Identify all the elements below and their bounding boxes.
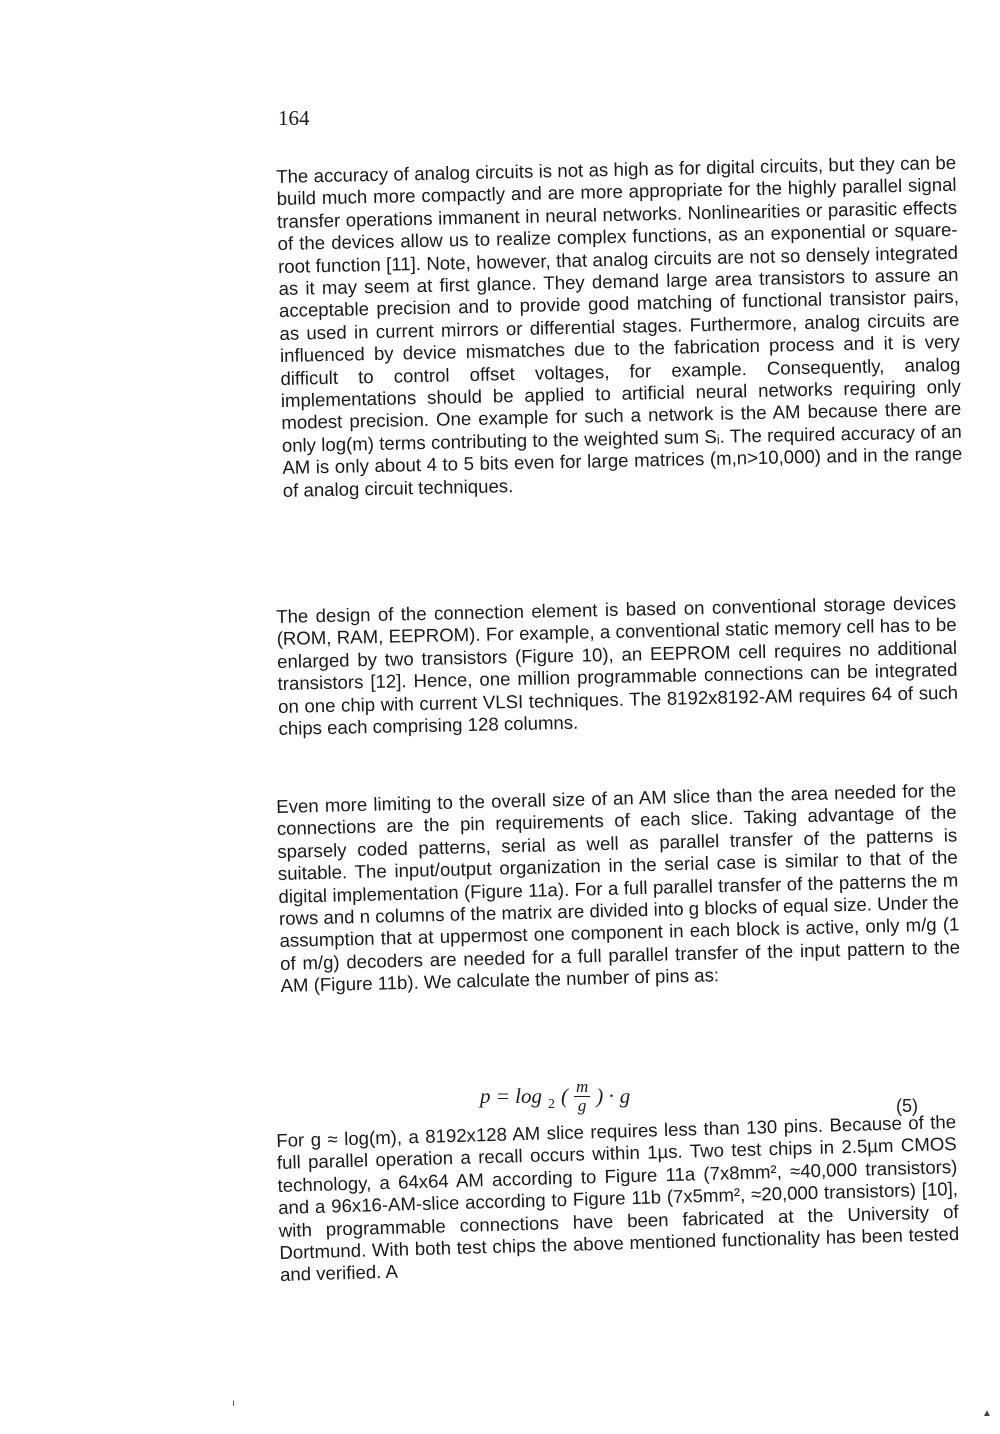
paragraph-text: For g ≈ log(m), a 8192x128 AM slice requires less than 130 pins. Because of the full parallel operation a recall occurs within 1µs. Two test chips in 2.5µm CMOS technology, a 64x64 AM according to Figure 11a (7x8mm², ≈40,000 transistors) and a 96x16-AM-slice according to Figure 11b (7x5mm², ≈20,000 transistors) [10], with programmable connections have been fabricated at the University of Dortmund. With both test chips the above mentioned functionality has been tested and verified. A <box>276 1111 960 1286</box>
formula-fraction <box>574 1078 590 1115</box>
formula-lhs: p = log <box>480 1084 543 1108</box>
formula-log-base: 2 <box>548 1096 556 1112</box>
paragraph-text: The design of the connection element is based on conventional storage devices (ROM, RAM, EEPROM). For example, a conventional static memory cell has to be enlarged by two transistors (Figure 10), an EEPROM cell requires no additional transistors [12]. Hence, one million programmable connections can be integrated on one chip with current VLSI techniques. The 8192x8192-AM requires 64 of such chips each comprising 128 columns. <box>276 591 959 740</box>
paragraph-analog-accuracy <box>276 152 963 502</box>
page-number: 164 <box>278 106 310 130</box>
formula-denominator: g <box>577 1096 587 1115</box>
paragraph-test-chips <box>276 1111 960 1287</box>
formula-numerator: m <box>576 1077 589 1096</box>
scan-mark-left: ı <box>232 1398 235 1409</box>
paragraph-text: Even more limiting to the overall size of an AM slice than the area needed for the connections are the pin requirements of each slice. Taking advantage of the sparsely coded patterns, serial as well as parallel transfer of the patterns is suitable. The input/output organization in the serial case is similar to that of the digital implementation (Figure 11a). For a full parallel transfer of the patterns the m rows and n columns of the matrix are divided into g blocks of equal size. Under the assumption that at uppermost one component in each block is active, only m/g (1 of m/g) decoders are needed for a full parallel transfer of the input pattern to the AM (Figure 11b). We calculate the number of pins as: <box>276 779 961 997</box>
equation-number: (5) <box>896 1096 918 1116</box>
formula-close-paren: ) · <box>596 1084 614 1108</box>
formula-expression <box>480 1078 630 1115</box>
formula-factor: g <box>619 1084 631 1108</box>
paragraph-pin-requirements <box>276 779 961 997</box>
paragraph-text: The accuracy of analog circuits is not as high as for digital circuits, but they can be build much more compactly and are more appropriate for the highly parallel signal transfer operations immanent in neural networks. Nonlinearities or parasitic effects of the devices allow us to realize complex functions, as an exponential or square-root function [11]. Note, however, that analog circuits are not so densely integrated as it may seem at first glance. They demand large area transistors to assure an acceptable precision and to provide good matching of functional transistor pairs, as used in current mirrors or differential stages. Furthermore, analog circuits are influenced by device mismatches due to the fabrication process and it is very difficult to control offset voltages, for example. Consequently, analog implementations should be applied to artificial neural networks requiring only modest precision. One example for such a network is the AM because there are only log(m) terms contributing to the weighted sum Sᵢ. The required accuracy of an AM is only about 4 to 5 bits even for large matrices (m,n>10,000) and in the range of analog circuit techniques. <box>276 151 963 501</box>
scan-mark-right: ▲ <box>982 1408 992 1419</box>
paragraph-connection-element <box>276 592 959 741</box>
formula-open-paren: ( <box>561 1084 569 1108</box>
